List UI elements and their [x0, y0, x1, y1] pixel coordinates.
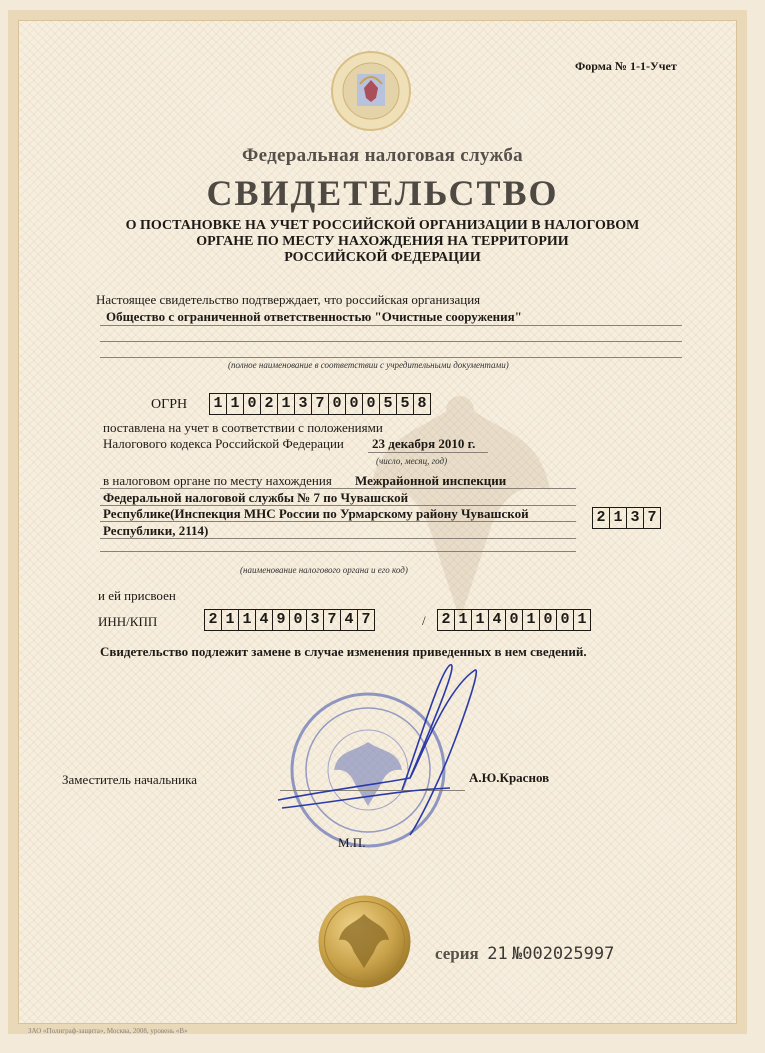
- confirm-text: Настоящее свидетельство подтверждает, что российская организация: [96, 292, 481, 307]
- digit-cell: 3: [627, 508, 644, 528]
- registered-text-2: Налогового кодекса Российской Федерации: [103, 436, 344, 451]
- signer-position: Заместитель начальника: [62, 772, 197, 787]
- emblem-icon: [330, 50, 412, 132]
- digit-cell: 0: [290, 610, 307, 630]
- digit-cell: 1: [278, 394, 295, 414]
- digit-cell: 2: [593, 508, 610, 528]
- digit-cell: 7: [647, 509, 657, 526]
- tax-authority-line-4: Республики, 2114): [103, 523, 209, 538]
- seal-place: М.П.: [338, 835, 366, 850]
- date-caption: (число, месяц, год): [376, 456, 448, 466]
- digit-cell: 1: [610, 508, 627, 528]
- digit-cell: 4: [341, 610, 358, 630]
- digit-cell: 2: [261, 394, 278, 414]
- digit-cell: 4: [489, 610, 506, 630]
- tax-authority-line-2: Федеральной налоговой службы № 7 по Чувашской: [103, 490, 409, 505]
- tax-authority-line-3: Республике(Инспекция МНС России по Урмарскому району Чувашской: [103, 506, 529, 521]
- service-name: Федеральная налоговая служба: [242, 145, 523, 166]
- assigned-text: и ей присвоен: [98, 588, 176, 603]
- digit-cell: 5: [380, 394, 397, 414]
- digit-cell: 0: [540, 610, 557, 630]
- signature-icon: [270, 650, 500, 850]
- serial-number: серия 21 №002025997: [435, 944, 615, 964]
- signer-name: А.Ю.Краснов: [469, 770, 550, 785]
- kpp-digits: [437, 609, 591, 631]
- digit-cell: 1: [455, 610, 472, 630]
- digit-cell: 3: [307, 610, 324, 630]
- digit-cell: 2: [205, 610, 222, 630]
- digit-cell: 1: [222, 610, 239, 630]
- ogrn-digits: [209, 393, 431, 415]
- document-title: СВИДЕТЕЛЬСТВО: [206, 173, 559, 213]
- digit-cell: 1: [239, 610, 256, 630]
- digit-cell: 1: [523, 610, 540, 630]
- tax-authority-label: в налоговом органе по месту нахождения: [103, 473, 332, 488]
- digit-cell: 7: [361, 611, 371, 628]
- digit-cell: 0: [244, 394, 261, 414]
- inn-kpp-label: ИНН/КПП: [98, 614, 158, 629]
- digit-cell: 0: [557, 610, 574, 630]
- document-subtitle: О ПОСТАНОВКЕ НА УЧЕТ РОССИЙСКОЙ ОРГАНИЗАЦИИ В НАЛОГОВОМ ОРГАНЕ ПО МЕСТУ НАХОЖДЕНИЯ НА ТЕРРИТОРИИ РОССИЙСКОЙ ФЕДЕРАЦИИ: [125, 218, 640, 265]
- digit-cell: 1: [227, 394, 244, 414]
- organization-name: Общество с ограниченной ответственностью "Очистные сооружения": [106, 309, 522, 324]
- ogrn-label: ОГРН: [151, 397, 188, 412]
- digit-cell: 0: [329, 394, 346, 414]
- inn-digits: [204, 609, 375, 631]
- authority-caption: (наименование налогового органа и его код): [240, 565, 408, 575]
- digit-cell: 1: [210, 394, 227, 414]
- digit-cell: 0: [363, 394, 380, 414]
- tax-authority-line-1: Межрайонной инспекции: [355, 473, 507, 488]
- digit-cell: 0: [346, 394, 363, 414]
- org-caption: (полное наименование в соответствии с учредительными документами): [228, 360, 509, 370]
- gold-seal-icon: [317, 894, 412, 989]
- digit-cell: 4: [256, 610, 273, 630]
- printer-footer: ЗАО «Полиграф-защита», Москва, 2008, уровень «В»: [28, 1027, 188, 1035]
- digit-cell: 3: [295, 394, 312, 414]
- registration-date: 23 декабря 2010 г.: [372, 436, 476, 451]
- digit-cell: 8: [417, 395, 427, 412]
- authority-code-digits: [592, 507, 661, 529]
- form-number: Форма № 1-1-Учет: [575, 59, 677, 73]
- digit-cell: 1: [472, 610, 489, 630]
- digit-cell: 9: [273, 610, 290, 630]
- replacement-notice: Свидетельство подлежит замене в случае изменения приведенных в нем сведений.: [100, 644, 587, 659]
- registered-text-1: поставлена на учет в соответствии с положениями: [103, 420, 383, 435]
- digit-cell: 5: [397, 394, 414, 414]
- digit-cell: 1: [577, 611, 587, 628]
- inn-kpp-separator: /: [422, 613, 426, 628]
- digit-cell: 2: [438, 610, 455, 630]
- digit-cell: 0: [506, 610, 523, 630]
- digit-cell: 7: [312, 394, 329, 414]
- digit-cell: 7: [324, 610, 341, 630]
